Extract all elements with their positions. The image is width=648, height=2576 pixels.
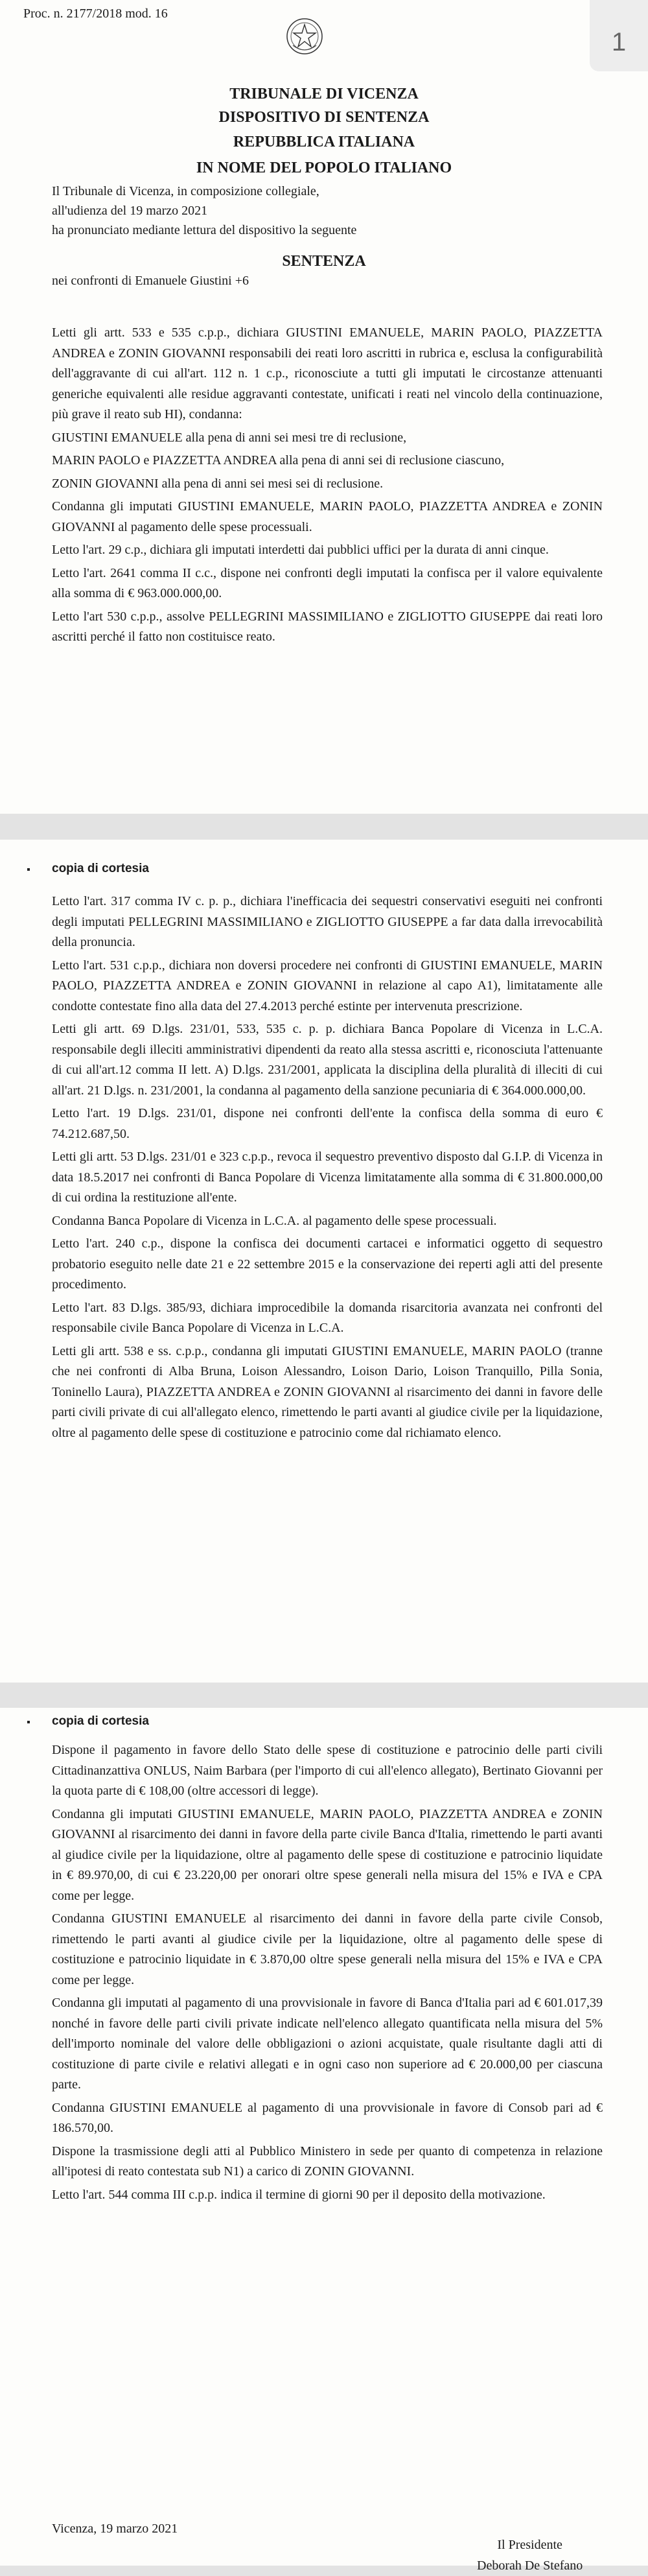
president-title: Il Presidente — [497, 2538, 562, 2552]
paragraph: GIUSTINI EMANUELE alla pena di anni sei mesi tre di reclusione, — [52, 430, 407, 445]
paragraph: Letto l'art. 240 c.p., dispone la confisca dei documenti cartacei e informatici oggetto di sequestro probatorio eseguito nelle date 21 e 22 settembre 2015 e la conservazione dei reperti agli atti del presente procedimento. — [52, 1236, 603, 1292]
paragraph: Letto l'art. 531 c.p.p., dichiara non doversi procedere nei confronti di GIUSTINI EMANUELE, MARIN PAOLO, PIAZZETTA ANDREA e ZONIN GIOVANNI in relazione al capo A1), limitatamente alle condotte contestate fino alla data del 27.4.2013 perché estinte per intervenuta prescrizione. — [52, 958, 603, 1013]
paragraph: Condanna gli imputati GIUSTINI EMANUELE, MARIN PAOLO, PIAZZETTA ANDREA e ZONIN GIOVANNI al risarcimento dei danni in favore della parte civile Banca d'Italia, rimettendo le parti avanti al giudice civile per la liquidazione, oltre al pagamento delle spese di costituzione e patrocinio liquidate in € 89.970,00, di cui € 23.220,00 per onorari oltre spese generali nella misura del 15% e IVA e CPA come per legge. — [52, 1806, 603, 1903]
verdict-body — [52, 323, 603, 650]
document-type-heading: DISPOSITIVO DI SENTENZA — [218, 109, 430, 126]
signature-block — [477, 2535, 583, 2576]
paragraph: ZONIN GIOVANNI alla pena di anni sei mesi sei di reclusione. — [52, 476, 384, 491]
paragraph: Letti gli artt. 69 D.lgs. 231/01, 533, 535 c. p. p. dichiara Banca Popolare di Vicenza in L.C.A. responsabile degli illeciti amministrativi dipendenti da reato alla stessa ascritti e, riconosciuta l'attenuante di cui all'art.12 comma II lett. A) D.lgs. 231/2001, applicata la disciplina della pluralità di illeciti di cui all'art. 21 D.lgs. n. 231/2001, la condanna al pagamento della sanzione pecuniaria di € 364.000.000,00. — [52, 1022, 603, 1098]
paragraph: Letto l'art. 544 comma III c.p.p. indica il termine di giorni 90 per il deposito della motivazione. — [52, 2187, 546, 2202]
page-number-badge: 1 — [590, 0, 648, 71]
paragraph: Letti gli artt. 53 D.lgs. 231/01 e 323 c.p.p., revoca il sequestro preventivo disposto dal G.I.P. di Vicenza in data 18.5.2017 nei confronti di Banca Popolare di Vicenza limitatamente alla somma di € 31.800.000,00 di cui ordina la restituzione all'ente. — [52, 1150, 603, 1205]
paragraph: Condanna GIUSTINI EMANUELE al risarcimento dei danni in favore della parte civile Consob, rimettendo le parti avanti al giudice civile per la liquidazione, oltre al pagamento delle spese di costituzione e patrocinio liquidate in € 3.870,00 oltre spese generali nella misura del 15% e IVA e CPA come per legge. — [52, 1911, 603, 1987]
place-date: Vicenza, 19 marzo 2021 — [52, 2522, 178, 2536]
paragraph: Condanna GIUSTINI EMANUELE al pagamento di una provvisionale in favore di Consob pari ad € 186.570,00. — [52, 2100, 603, 2135]
paragraph: Letto l'art. 317 comma IV c. p. p., dichiara l'inefficacia dei sequestri conservativi eseguiti nei confronti degli imputati PELLEGRINI MASSIMILIANO e ZIGLIOTTO GIUSEPPE a far data dalla irrevocabilità della pronuncia. — [52, 894, 603, 949]
document-page-3 — [0, 1708, 648, 2573]
paragraph: MARIN PAOLO e PIAZZETTA ANDREA alla pena di anni sei di reclusione ciascuno, — [52, 453, 505, 467]
court-heading: TRIBUNALE DI VICENZA — [229, 86, 419, 102]
paragraph: Letto l'art 530 c.p.p., assolve PELLEGRINI MASSIMILIANO e ZIGLIOTTO GIUSEPPE dai reati loro ascritti perché il fatto non costituisce reato. — [52, 609, 603, 644]
scan-mark — [27, 868, 30, 871]
paragraph: Dispone il pagamento in favore dello Stato delle spese di costituzione e patrocinio delle parti civili Cittadinanzattiva ONLUS, Naim Barbara (per l'importo di cui all'elenco allegato), Bertinato Giovanni per la quota parte di € 108,00 (oltre accessori di legge). — [52, 1743, 603, 1798]
scan-mark — [27, 1721, 30, 1723]
document-page-1 — [0, 0, 648, 814]
intro-line: all'udienza del 19 marzo 2021 — [52, 204, 208, 218]
sentenza-heading: SENTENZA — [282, 253, 366, 270]
paragraph: Letto l'art. 2641 comma II c.c., dispone nei confronti degli imputati la confisca per il valore equivalente alla somma di € 963.000.000,00. — [52, 565, 603, 600]
paragraph: Letti gli artt. 533 e 535 c.p.p., dichiara GIUSTINI EMANUELE, MARIN PAOLO, PIAZZETTA ANDREA e ZONIN GIOVANNI responsabili dei reati loro ascritti in rubrica e, esclusa la configurabilità dell'aggravante di cui all'art. 112 n. 1 c.p., riconosciute a tutti gli imputati le circostanze attenuanti generiche equivalenti alle residue aggravanti contestate, unificati i reati nel vincolo della continuazione, più grave il reato sub HI), condanna: — [52, 325, 603, 421]
document-page-2 — [0, 840, 648, 1683]
intro-block — [52, 182, 505, 240]
paragraph: Condanna gli imputati al pagamento di una provvisionale in favore di Banca d'Italia pari ad € 601.017,39 nonché in favore delle parti civili private indicate nell'elenco allegato quantificata nella misura del 5% dell'importo nominale del valore delle obbligazioni o azioni acquistate, quale risultante dagli atti di costituzione di parte civile e relativi allegati e in ogni caso non superiore ad € 20.000,00 per ciascuna parte. — [52, 1996, 603, 2092]
paragraph: Letto l'art. 29 c.p., dichiara gli imputati interdetti dai pubblici uffici per la durata di anni cinque. — [52, 543, 549, 557]
paragraph: Letti gli artt. 538 e ss. c.p.p., condanna gli imputati GIUSTINI EMANUELE, MARIN PAOLO (tranne che nei confronti di Alba Bruna, Loison Alessandro, Loison Dario, Loison Tranquillo, Pilla Sonia, Toninello Laura), PIAZZETTA ANDREA e ZONIN GIOVANNI al risarcimento dei danni in favore delle parti civili private di cui all'allegato elenco, rimettendo le parti avanti al giudice civile per la liquidazione, oltre al pagamento delle spese di costituzione e patrocinio come dal richiamato elenco. — [52, 1343, 603, 1440]
paragraph: Dispone la trasmissione degli atti al Pubblico Ministero in sede per quanto di competenza in relazione all'ipotesi di reato contestata sub N1) a carico di ZONIN GIOVANNI. — [52, 2144, 603, 2179]
courtesy-copy-label: copia di cortesia — [52, 862, 149, 875]
paragraph: Condanna gli imputati GIUSTINI EMANUELE, MARIN PAOLO, PIAZZETTA ANDREA e ZONIN GIOVANNI al pagamento delle spese processuali. — [52, 499, 603, 534]
people-heading: IN NOME DEL POPOLO ITALIANO — [196, 160, 452, 176]
intro-line: ha pronunciato mediante lettura del dispositivo la seguente — [52, 223, 357, 237]
verdict-body — [52, 892, 603, 1446]
republic-emblem-icon — [285, 17, 324, 56]
republic-heading: REPUBBLICA ITALIANA — [233, 134, 415, 150]
courtesy-copy-label: copia di cortesia — [52, 1714, 149, 1728]
defendants-line: nei confronti di Emanuele Giustini +6 — [52, 274, 249, 288]
intro-line: Il Tribunale di Vicenza, in composizione collegiale, — [52, 184, 319, 198]
paragraph: Condanna Banca Popolare di Vicenza in L.C.A. al pagamento delle spese processuali. — [52, 1213, 497, 1228]
proceeding-number: Proc. n. 2177/2018 mod. 16 — [23, 6, 168, 21]
paragraph: Letto l'art. 83 D.lgs. 385/93, dichiara improcedibile la domanda risarcitoria avanzata nei confronti del responsabile civile Banca Popolare di Vicenza in L.C.A. — [52, 1300, 603, 1335]
president-name: Deborah De Stefano — [477, 2558, 583, 2573]
verdict-body — [52, 1740, 603, 2208]
paragraph: Letto l'art. 19 D.lgs. 231/01, dispone nei confronti dell'ente la confisca della somma di euro € 74.212.687,50. — [52, 1106, 603, 1141]
